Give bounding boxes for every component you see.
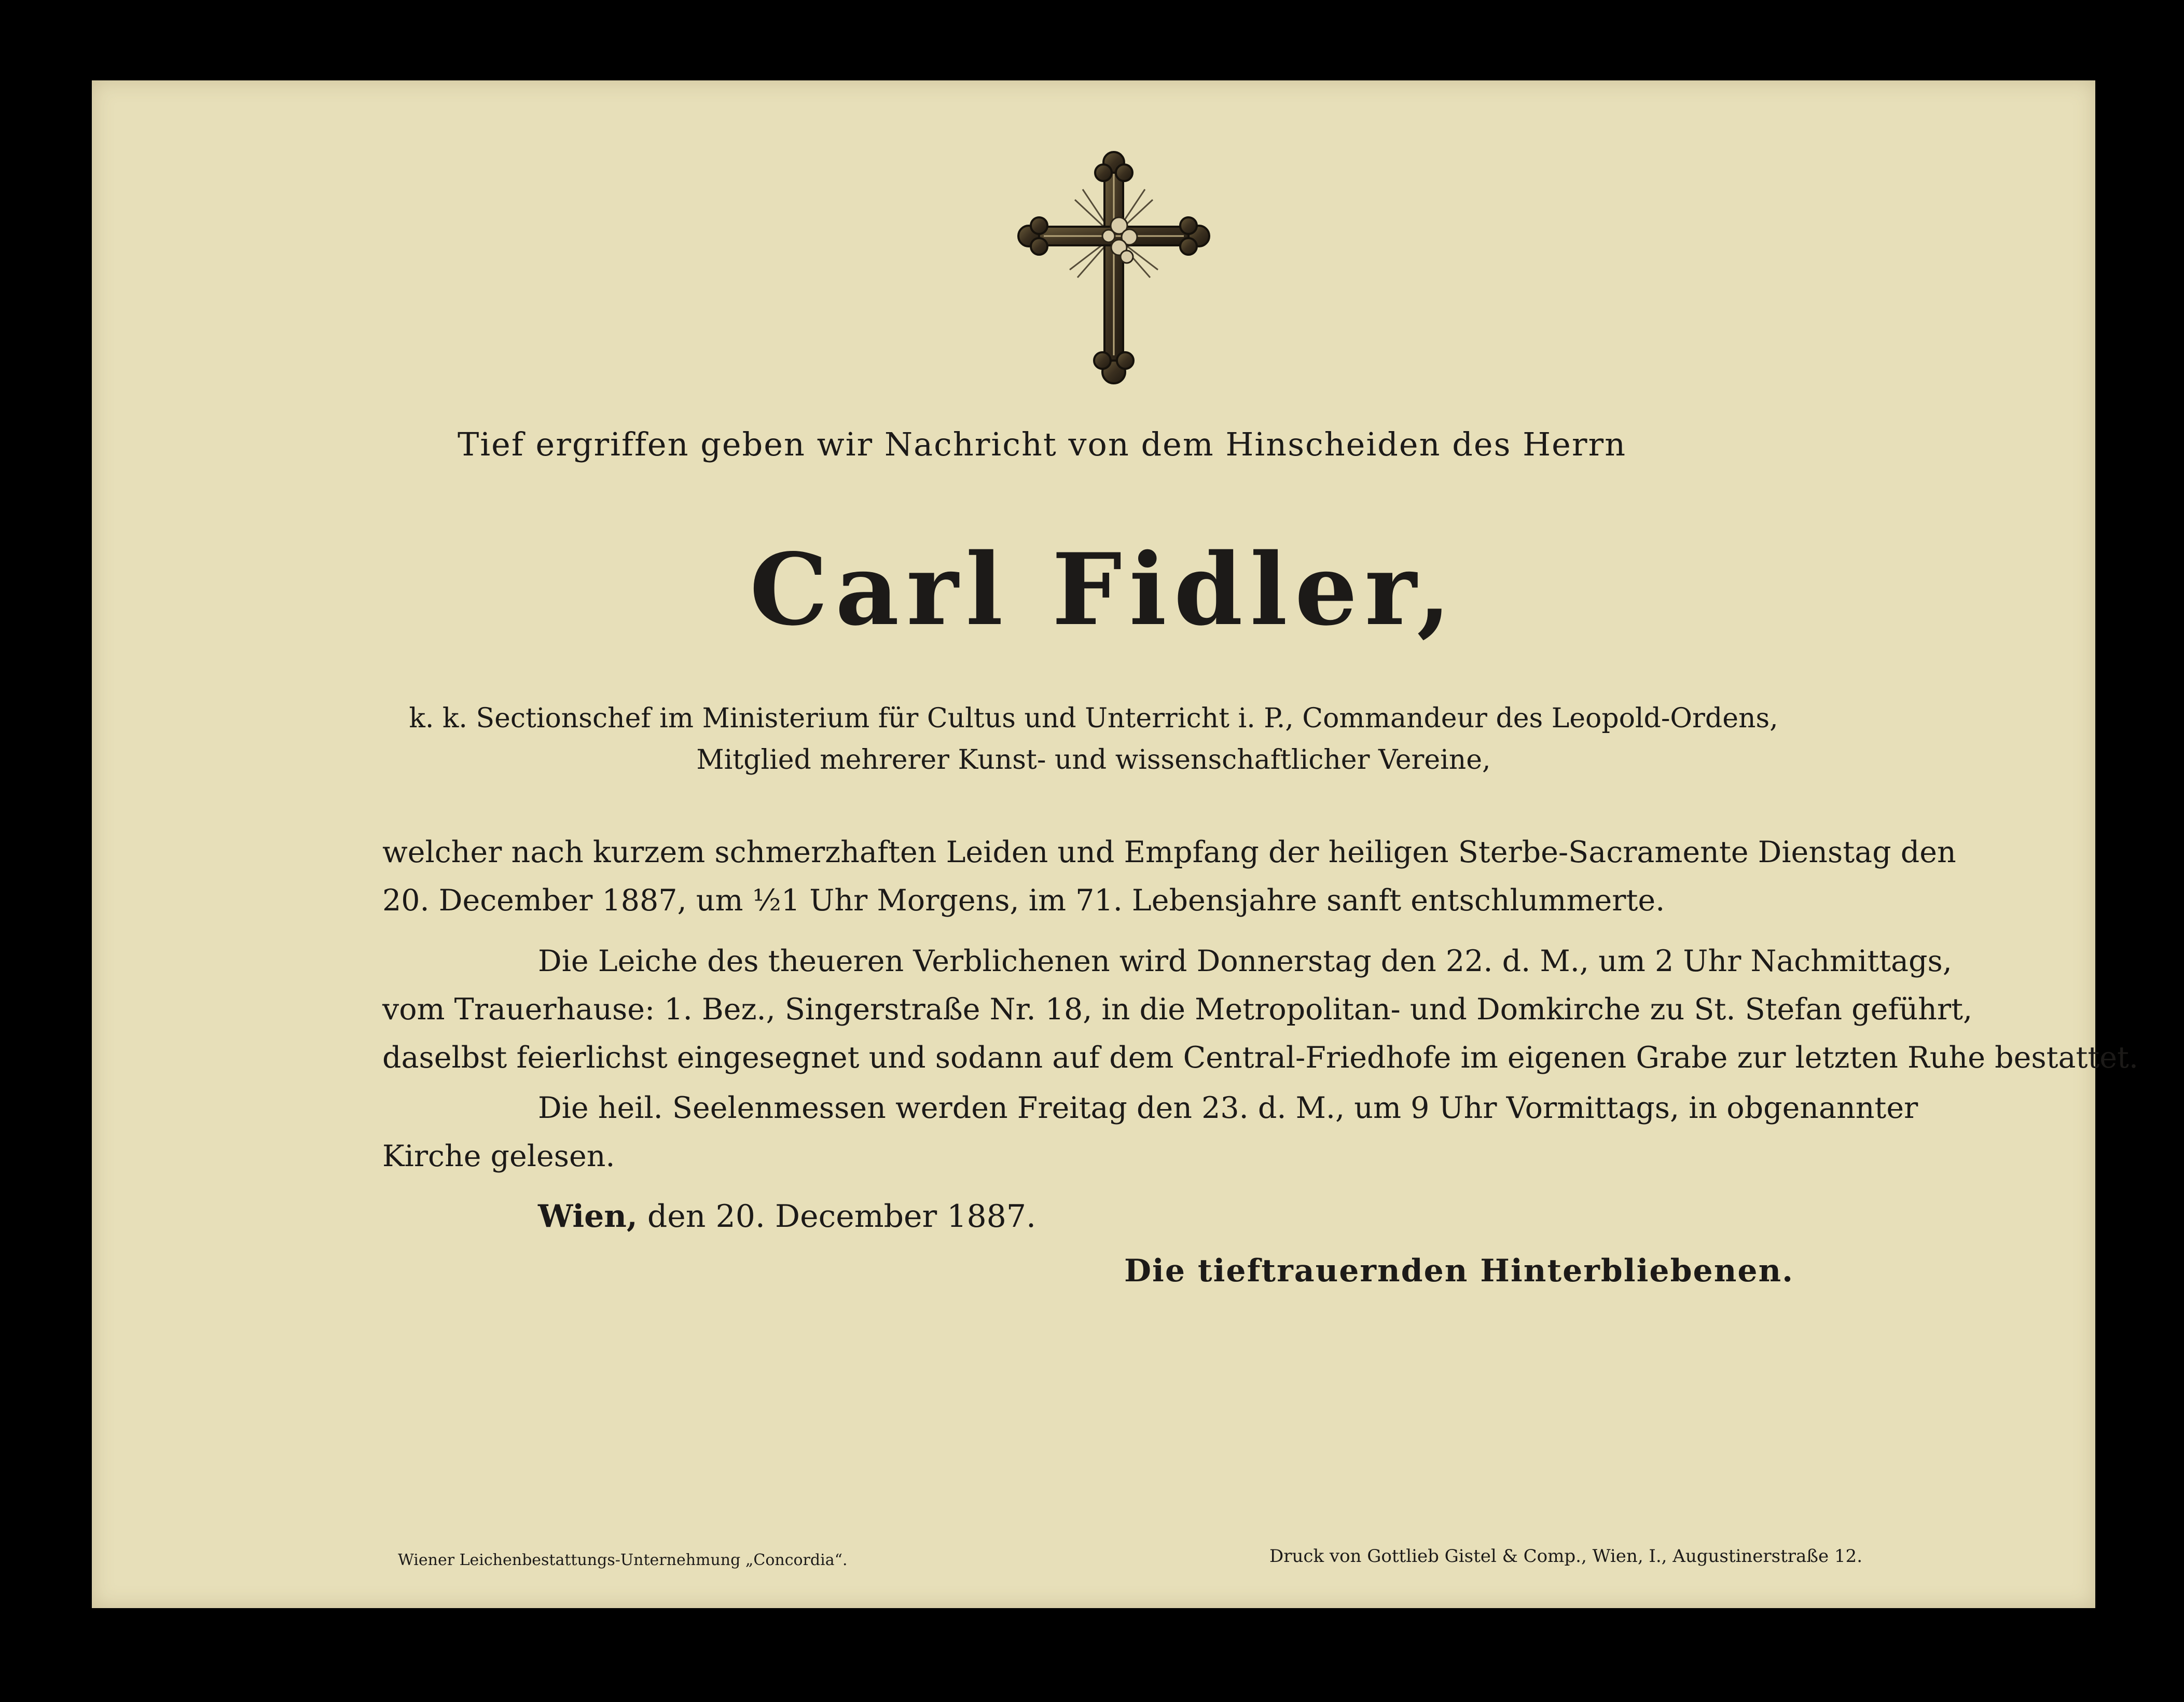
body-line: 20. December 1887, um ½1 Uhr Morgens, im 71. Lebensjahre sanft entschlummerte. xyxy=(382,883,1665,918)
body-line: welcher nach kurzem schmerzhaften Leiden und Empfang der heiligen Sterbe-Sacramente Dienstag den xyxy=(382,835,1956,869)
place-name: Wien, xyxy=(538,1198,638,1235)
mourning-notice-sheet xyxy=(92,80,2139,1608)
deceased-name: Carl Fidler, xyxy=(749,532,1459,647)
body-line: vom Trauerhause: 1. Bez., Singerstraße Nr. 18, in die Metropolitan- und Domkirche zu St. Stefan geführt, xyxy=(382,992,1973,1027)
body-line: Kirche gelesen. xyxy=(382,1139,615,1173)
place-date xyxy=(538,1198,1036,1235)
date-text: den 20. December 1887. xyxy=(647,1198,1036,1235)
titles-line-2: Mitglied mehrerer Kunst- und wissenschaftlicher Vereine, xyxy=(696,744,1491,776)
body-line: Die heil. Seelenmessen werden Freitag den 23. d. M., um 9 Uhr Vormittags, in obgenannter xyxy=(538,1091,1918,1125)
body-line: Die Leiche des theueren Verblichenen wird Donnerstag den 22. d. M., um 2 Uhr Nachmittags, xyxy=(538,944,1952,978)
footer-undertaker: Wiener Leichenbestattungs-Unternehmung „Concordia“. xyxy=(398,1551,848,1569)
intro-text: Tief ergriffen geben wir Nachricht von dem Hinscheiden des Herrn xyxy=(458,425,1627,463)
titles-line-1: k. k. Sectionschef im Ministerium für Cultus und Unterricht i. P., Commandeur des Leopold-Ordens, xyxy=(409,703,1778,734)
body-line: daselbst feierlichst eingesegnet und sodann auf dem Central-Friedhofe im eigenen Grabe zur letzten Ruhe bestattet. xyxy=(382,1041,2139,1075)
footer-printer: Druck von Gottlieb Gistel & Comp., Wien, I., Augustinerstraße 12. xyxy=(1269,1546,1863,1567)
signature: Die tieftrauernden Hinterbliebenen. xyxy=(1124,1253,1794,1289)
cross-icon xyxy=(1015,148,1212,392)
